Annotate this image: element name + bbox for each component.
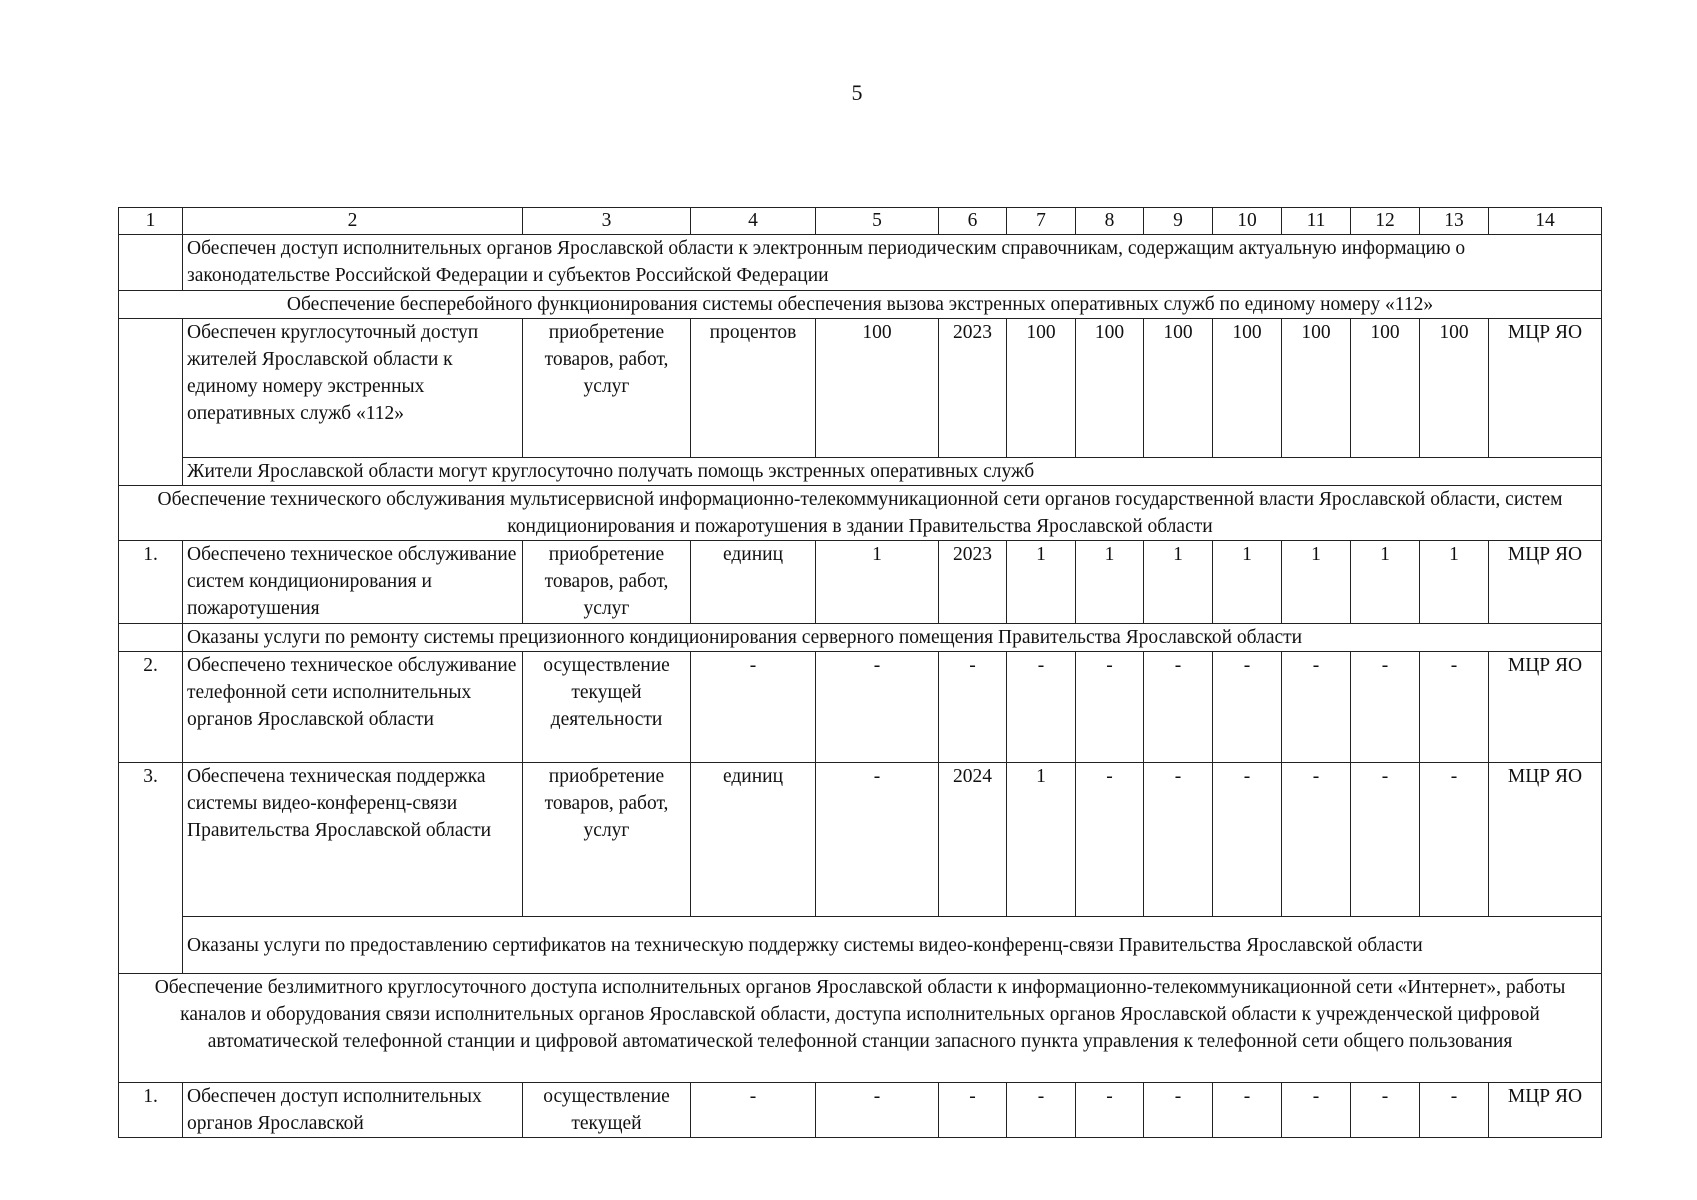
table-row	[119, 541, 1602, 624]
unit-cell: единиц	[691, 763, 816, 917]
result-text: Оказаны услуги по ремонту системы прецизионного кондиционирования серверного помещения Правительства Ярославской области	[183, 624, 1602, 652]
section-heading: Обеспечение бесперебойного функционирования системы обеспечения вызова экстренных оперативных служб по единому номеру «112»	[119, 291, 1602, 319]
header-cell: 10	[1213, 208, 1282, 235]
table-row	[119, 763, 1602, 917]
base-year: 2024	[939, 763, 1007, 917]
value-cell: -	[1213, 1083, 1282, 1138]
result-text: Оказаны услуги по предоставлению сертификатов на техническую поддержку системы видео-конференц-связи Правительства Ярославской области	[183, 917, 1602, 974]
table-row	[119, 458, 1602, 486]
header-cell: 9	[1144, 208, 1213, 235]
table-row	[119, 917, 1602, 974]
value-cell: 100	[1420, 319, 1489, 458]
value-cell: -	[1076, 1083, 1144, 1138]
section-row	[119, 486, 1602, 541]
table-row	[119, 624, 1602, 652]
event-type: осуществление текущей	[523, 1083, 691, 1138]
table-header-row	[119, 208, 1602, 235]
event-name: Обеспечено техническое обслуживание телефонной сети исполнительных органов Ярославской области	[183, 652, 523, 763]
result-text: Обеспечен доступ исполнительных органов Ярославской области к электронным периодическим справочникам, содержащим актуальную информацию о законодательстве Российской Федерации и субъектов Российской Федерации	[183, 235, 1602, 291]
value-cell: -	[1351, 1083, 1420, 1138]
row-number: 2.	[119, 652, 183, 763]
event-type: приобретение товаров, работ, услуг	[523, 763, 691, 917]
base-year: -	[939, 652, 1007, 763]
header-cell: 8	[1076, 208, 1144, 235]
value-cell: -	[1420, 763, 1489, 917]
base-value: 100	[816, 319, 939, 458]
responsible-cell: МЦР ЯО	[1489, 763, 1602, 917]
value-cell: -	[1007, 652, 1076, 763]
value-cell: -	[1213, 763, 1282, 917]
row-number: 3.	[119, 763, 183, 974]
header-cell: 5	[816, 208, 939, 235]
value-cell: -	[1144, 763, 1213, 917]
table-row	[119, 235, 1602, 291]
value-cell: 100	[1144, 319, 1213, 458]
value-cell: -	[1213, 652, 1282, 763]
header-cell: 7	[1007, 208, 1076, 235]
unit-cell: единиц	[691, 541, 816, 624]
value-cell: -	[1351, 652, 1420, 763]
programme-table	[118, 207, 1602, 1138]
page-number: 5	[851, 80, 863, 105]
value-cell: -	[1144, 652, 1213, 763]
unit-cell: -	[691, 652, 816, 763]
unit-cell: процентов	[691, 319, 816, 458]
header-cell: 2	[183, 208, 523, 235]
base-year: 2023	[939, 541, 1007, 624]
value-cell: -	[1076, 763, 1144, 917]
header-cell: 4	[691, 208, 816, 235]
header-cell: 14	[1489, 208, 1602, 235]
value-cell: 100	[1282, 319, 1351, 458]
unit-cell: -	[691, 1083, 816, 1138]
event-name: Обеспечена техническая поддержка системы видео-конференц-связи Правительства Ярославской области	[183, 763, 523, 917]
value-cell: -	[1076, 652, 1144, 763]
value-cell: -	[1282, 652, 1351, 763]
event-name: Обеспечен доступ исполнительных органов Ярославской	[183, 1083, 523, 1138]
value-cell: -	[1282, 763, 1351, 917]
responsible-cell: МЦР ЯО	[1489, 1083, 1602, 1138]
section-row	[119, 291, 1602, 319]
table-row	[119, 319, 1602, 458]
value-cell: 1	[1420, 541, 1489, 624]
value-cell: 100	[1076, 319, 1144, 458]
table-row	[119, 1083, 1602, 1138]
value-cell: -	[1282, 1083, 1351, 1138]
value-cell: 1	[1007, 541, 1076, 624]
row-number	[119, 319, 183, 486]
responsible-cell: МЦР ЯО	[1489, 652, 1602, 763]
base-year: 2023	[939, 319, 1007, 458]
value-cell: -	[1144, 1083, 1213, 1138]
section-heading: Обеспечение безлимитного круглосуточного доступа исполнительных органов Ярославской области к информационно-телекоммуникационной сети «Интернет», работы каналов и оборудования связи исполнительных органов Ярославской области, доступа исполнительных органов Ярославской области к учрежденческой цифровой автоматической телефонной станции и цифровой автоматической телефонной станции запасного пункта управления к телефонной сети общего пользования	[119, 974, 1602, 1083]
value-cell: 1	[1282, 541, 1351, 624]
value-cell: 100	[1007, 319, 1076, 458]
responsible-cell: МЦР ЯО	[1489, 541, 1602, 624]
value-cell: -	[1420, 1083, 1489, 1138]
value-cell: -	[1007, 1083, 1076, 1138]
section-heading: Обеспечение технического обслуживания мультисервисной информационно-телекоммуникационной сети органов государственной власти Ярославской области, систем кондиционирования и пожаротушения в здании Правительства Ярославской области	[119, 486, 1602, 541]
value-cell: -	[1420, 652, 1489, 763]
base-year: -	[939, 1083, 1007, 1138]
header-cell: 12	[1351, 208, 1420, 235]
event-type: осуществление текущей деятельности	[523, 652, 691, 763]
header-cell: 11	[1282, 208, 1351, 235]
event-name: Обеспечено техническое обслуживание систем кондиционирования и пожаротушения	[183, 541, 523, 624]
value-cell: 1	[1007, 763, 1076, 917]
value-cell: 100	[1351, 319, 1420, 458]
section-row	[119, 974, 1602, 1083]
event-type: приобретение товаров, работ, услуг	[523, 541, 691, 624]
value-cell: 100	[1213, 319, 1282, 458]
header-cell: 1	[119, 208, 183, 235]
empty-num-cell	[119, 235, 183, 291]
table-row	[119, 652, 1602, 763]
header-cell: 13	[1420, 208, 1489, 235]
base-value: -	[816, 1083, 939, 1138]
row-number: 1.	[119, 541, 183, 624]
base-value: 1	[816, 541, 939, 624]
value-cell: -	[1351, 763, 1420, 917]
value-cell: 1	[1144, 541, 1213, 624]
result-text: Жители Ярославской области могут круглосуточно получать помощь экстренных оперативных служб	[183, 458, 1602, 486]
row-number: 1.	[119, 1083, 183, 1138]
base-value: -	[816, 763, 939, 917]
value-cell: 1	[1076, 541, 1144, 624]
event-name: Обеспечен круглосуточный доступ жителей Ярославской области к единому номеру экстренных оперативных служб «112»	[183, 319, 523, 458]
base-value: -	[816, 652, 939, 763]
value-cell: 1	[1351, 541, 1420, 624]
event-type: приобретение товаров, работ, услуг	[523, 319, 691, 458]
value-cell: 1	[1213, 541, 1282, 624]
header-cell: 3	[523, 208, 691, 235]
responsible-cell: МЦР ЯО	[1489, 319, 1602, 458]
header-cell: 6	[939, 208, 1007, 235]
empty-num-cell	[119, 624, 183, 652]
